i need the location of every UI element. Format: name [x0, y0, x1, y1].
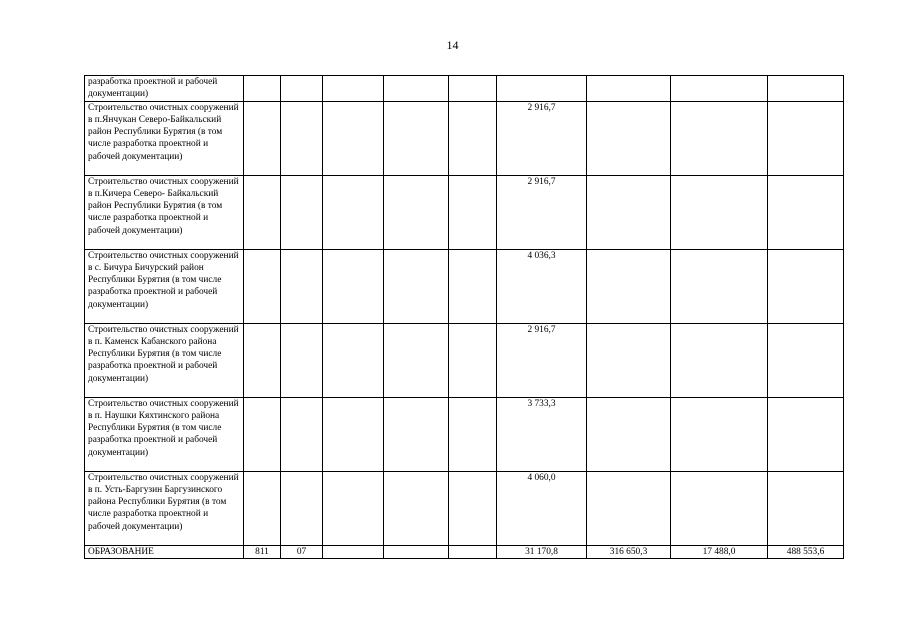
- cell-value-3: [671, 76, 768, 102]
- table-row: [85, 397, 844, 471]
- cell-code-admin: [244, 471, 281, 545]
- table-row: [85, 101, 844, 175]
- cell-value-4: [768, 323, 844, 397]
- cell-value-4: [768, 471, 844, 545]
- cell-value-3: [671, 175, 768, 249]
- cell-code-admin: [244, 76, 281, 102]
- cell-code-admin: 811: [244, 545, 281, 558]
- cell-code-section: [281, 471, 323, 545]
- cell-code-target: [384, 323, 449, 397]
- cell-value-3: 17 488,0: [671, 545, 768, 558]
- cell-code-section: [281, 249, 323, 323]
- table-row: [85, 175, 844, 249]
- cell-code-section: [281, 397, 323, 471]
- cell-code-subsection: [323, 101, 384, 175]
- cell-code-type: [449, 471, 497, 545]
- cell-code-admin: [244, 249, 281, 323]
- cell-code-section: [281, 76, 323, 102]
- cell-value-1: 2 916,7: [497, 323, 587, 397]
- cell-code-type: [449, 545, 497, 558]
- page-number: 14: [446, 38, 459, 52]
- cell-name: Строительство очистных сооружений в п.Янчукан Северо-Байкальский район Республики Бурятия (в том числе разработка проектной и рабочей документации): [85, 101, 244, 175]
- cell-code-subsection: [323, 397, 384, 471]
- cell-value-1: 31 170,8: [497, 545, 587, 558]
- cell-code-target: [384, 101, 449, 175]
- cell-code-type: [449, 76, 497, 102]
- cell-code-section: [281, 175, 323, 249]
- cell-value-2: [587, 101, 671, 175]
- cell-value-3: [671, 397, 768, 471]
- cell-name: Строительство очистных сооружений в п.Кичера Северо- Байкальский район Республики Бурятия (в том числе разработка проектной и рабочей документации): [85, 175, 244, 249]
- cell-code-target: [384, 249, 449, 323]
- cell-value-1: 3 733,3: [497, 397, 587, 471]
- cell-value-2: [587, 323, 671, 397]
- cell-code-target: [384, 76, 449, 102]
- cell-value-3: [671, 323, 768, 397]
- cell-value-2: [587, 175, 671, 249]
- cell-code-section: 07: [281, 545, 323, 558]
- cell-code-type: [449, 397, 497, 471]
- cell-code-subsection: [323, 471, 384, 545]
- cell-value-2: [587, 76, 671, 102]
- cell-value-1: 4 060,0: [497, 471, 587, 545]
- cell-value-3: [671, 101, 768, 175]
- cell-name: Строительство очистных сооружений в п. Каменск Кабанского района Республики Бурятия (в том числе разработка проектной и рабочей документации): [85, 323, 244, 397]
- table-row: [85, 471, 844, 545]
- cell-code-subsection: [323, 76, 384, 102]
- cell-value-2: [587, 471, 671, 545]
- cell-code-subsection: [323, 175, 384, 249]
- cell-code-type: [449, 101, 497, 175]
- cell-code-section: [281, 101, 323, 175]
- cell-code-admin: [244, 323, 281, 397]
- cell-value-4: [768, 76, 844, 102]
- cell-value-3: [671, 249, 768, 323]
- cell-value-4: [768, 101, 844, 175]
- cell-value-4: [768, 397, 844, 471]
- cell-code-subsection: [323, 545, 384, 558]
- cell-code-admin: [244, 101, 281, 175]
- total-row: [85, 545, 844, 558]
- cell-name: ОБРАЗОВАНИЕ: [85, 545, 244, 558]
- cell-value-4: [768, 175, 844, 249]
- table-row: [85, 249, 844, 323]
- cell-value-1: 2 916,7: [497, 175, 587, 249]
- cell-code-admin: [244, 175, 281, 249]
- table-row: [85, 76, 844, 102]
- table-body: [85, 76, 844, 559]
- cell-value-1: [497, 76, 587, 102]
- table-row: [85, 323, 844, 397]
- cell-value-2: [587, 397, 671, 471]
- cell-code-target: [384, 175, 449, 249]
- cell-name: Строительство очистных сооружений в с. Бичура Бичурский район Республики Бурятия (в том числе разработка проектной и рабочей документации): [85, 249, 244, 323]
- cell-value-1: 4 036,3: [497, 249, 587, 323]
- budget-table: [84, 75, 844, 559]
- cell-value-1: 2 916,7: [497, 101, 587, 175]
- cell-code-target: [384, 471, 449, 545]
- cell-code-type: [449, 249, 497, 323]
- cell-value-2: 316 650,3: [587, 545, 671, 558]
- cell-value-3: [671, 471, 768, 545]
- cell-value-4: 488 553,6: [768, 545, 844, 558]
- cell-code-target: [384, 397, 449, 471]
- cell-value-2: [587, 249, 671, 323]
- cell-name: Строительство очистных сооружений в п. Усть-Баргузин Баргузинского района Республики Бурятия (в том числе разработка проектной и рабочей документации): [85, 471, 244, 545]
- cell-code-type: [449, 323, 497, 397]
- cell-code-section: [281, 323, 323, 397]
- cell-value-4: [768, 249, 844, 323]
- cell-code-type: [449, 175, 497, 249]
- cell-code-subsection: [323, 249, 384, 323]
- cell-name: разработка проектной и рабочей документации): [85, 76, 244, 102]
- cell-code-admin: [244, 397, 281, 471]
- cell-code-subsection: [323, 323, 384, 397]
- cell-name: Строительство очистных сооружений в п. Наушки Кяхтинского района Республики Бурятия (в том числе разработка проектной и рабочей документации): [85, 397, 244, 471]
- cell-code-target: [384, 545, 449, 558]
